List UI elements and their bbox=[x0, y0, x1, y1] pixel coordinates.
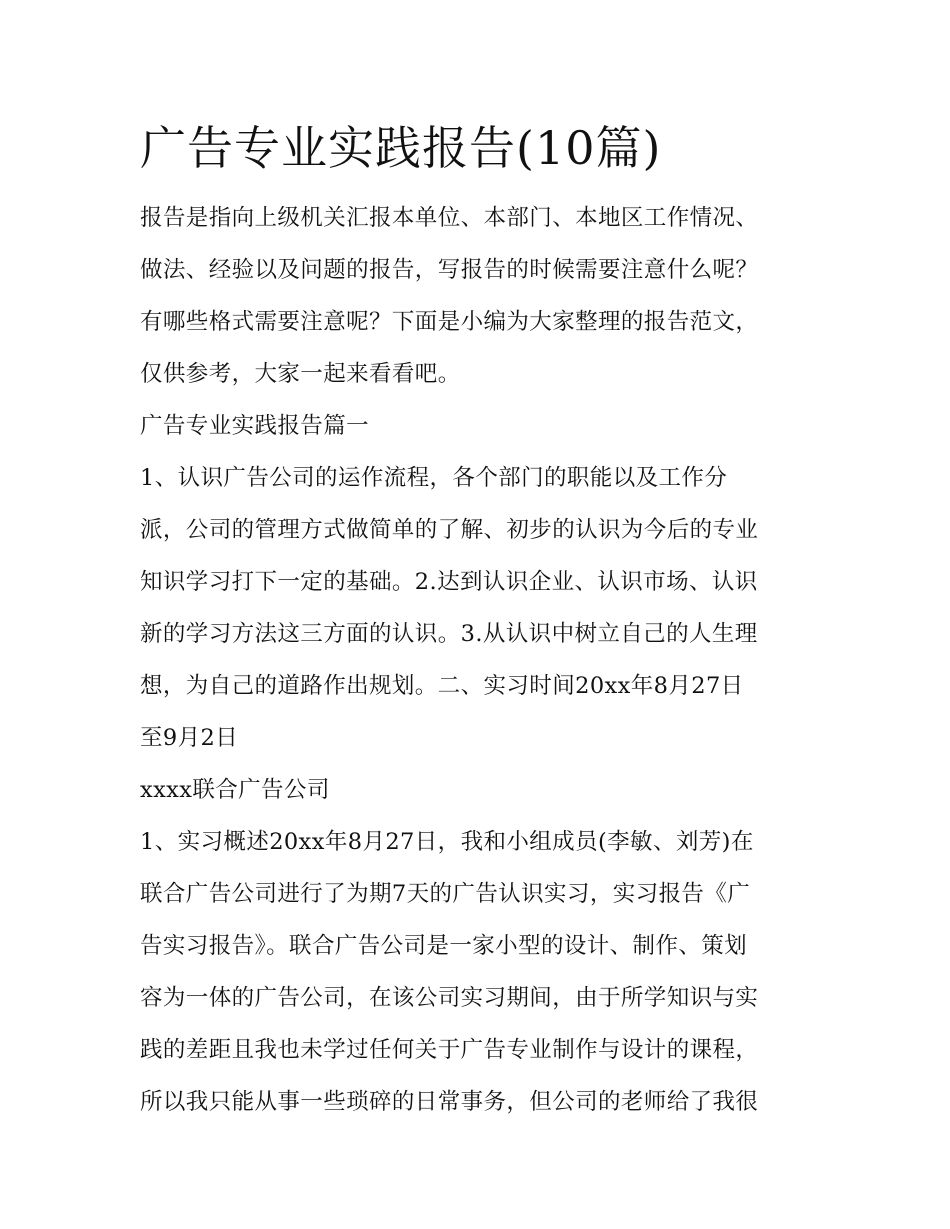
text-line: 容为一体的广告公司，在该公司实习期间，由于所学知识与实 bbox=[140, 985, 759, 1011]
text-line: 新的学习方法这三方面的认识。3.从认识中树立自己的人生理 bbox=[140, 621, 758, 647]
text-line: 做法、经验以及问题的报告，写报告的时候需要注意什么呢？ bbox=[140, 257, 759, 283]
text-line: xxxx联合广告公司 bbox=[140, 777, 330, 803]
document-title: 广告专业实践报告(10篇) bbox=[140, 121, 662, 175]
text-line: 知识学习打下一定的基础。2.达到认识企业、认识市场、认识 bbox=[140, 569, 758, 595]
text-line: 联合广告公司进行了为期7天的广告认识实习，实习报告《广 bbox=[140, 881, 751, 907]
text-line: 想，为自己的道路作出规划。二、实习时间20xx年8月27日 bbox=[140, 673, 744, 699]
document-body bbox=[140, 192, 820, 1128]
text-line: 1、认识广告公司的运作流程，各个部门的职能以及工作分 bbox=[140, 465, 728, 491]
section-heading: 广告专业实践报告篇一 bbox=[140, 413, 370, 439]
text-line: 至9月2日 bbox=[140, 725, 239, 751]
text-line: 所以我只能从事一些琐碎的日常事务，但公司的老师给了我很 bbox=[140, 1089, 759, 1115]
text-line: 派，公司的管理方式做简单的了解、初步的认识为今后的专业 bbox=[140, 517, 759, 543]
text-line: 1、实习概述20xx年8月27日，我和小组成员(李敏、刘芳)在 bbox=[140, 829, 754, 855]
text-line: 有哪些格式需要注意呢？下面是小编为大家整理的报告范文， bbox=[140, 309, 759, 335]
text-line: 仅供参考，大家一起来看看吧。 bbox=[140, 361, 461, 387]
text-line: 报告是指向上级机关汇报本单位、本部门、本地区工作情况、 bbox=[140, 205, 759, 231]
text-line: 践的差距且我也未学过任何关于广告专业制作与设计的课程， bbox=[140, 1037, 759, 1063]
document-page bbox=[140, 112, 820, 1128]
text-line: 告实习报告》。联合广告公司是一家小型的设计、制作、策划 bbox=[140, 933, 748, 959]
